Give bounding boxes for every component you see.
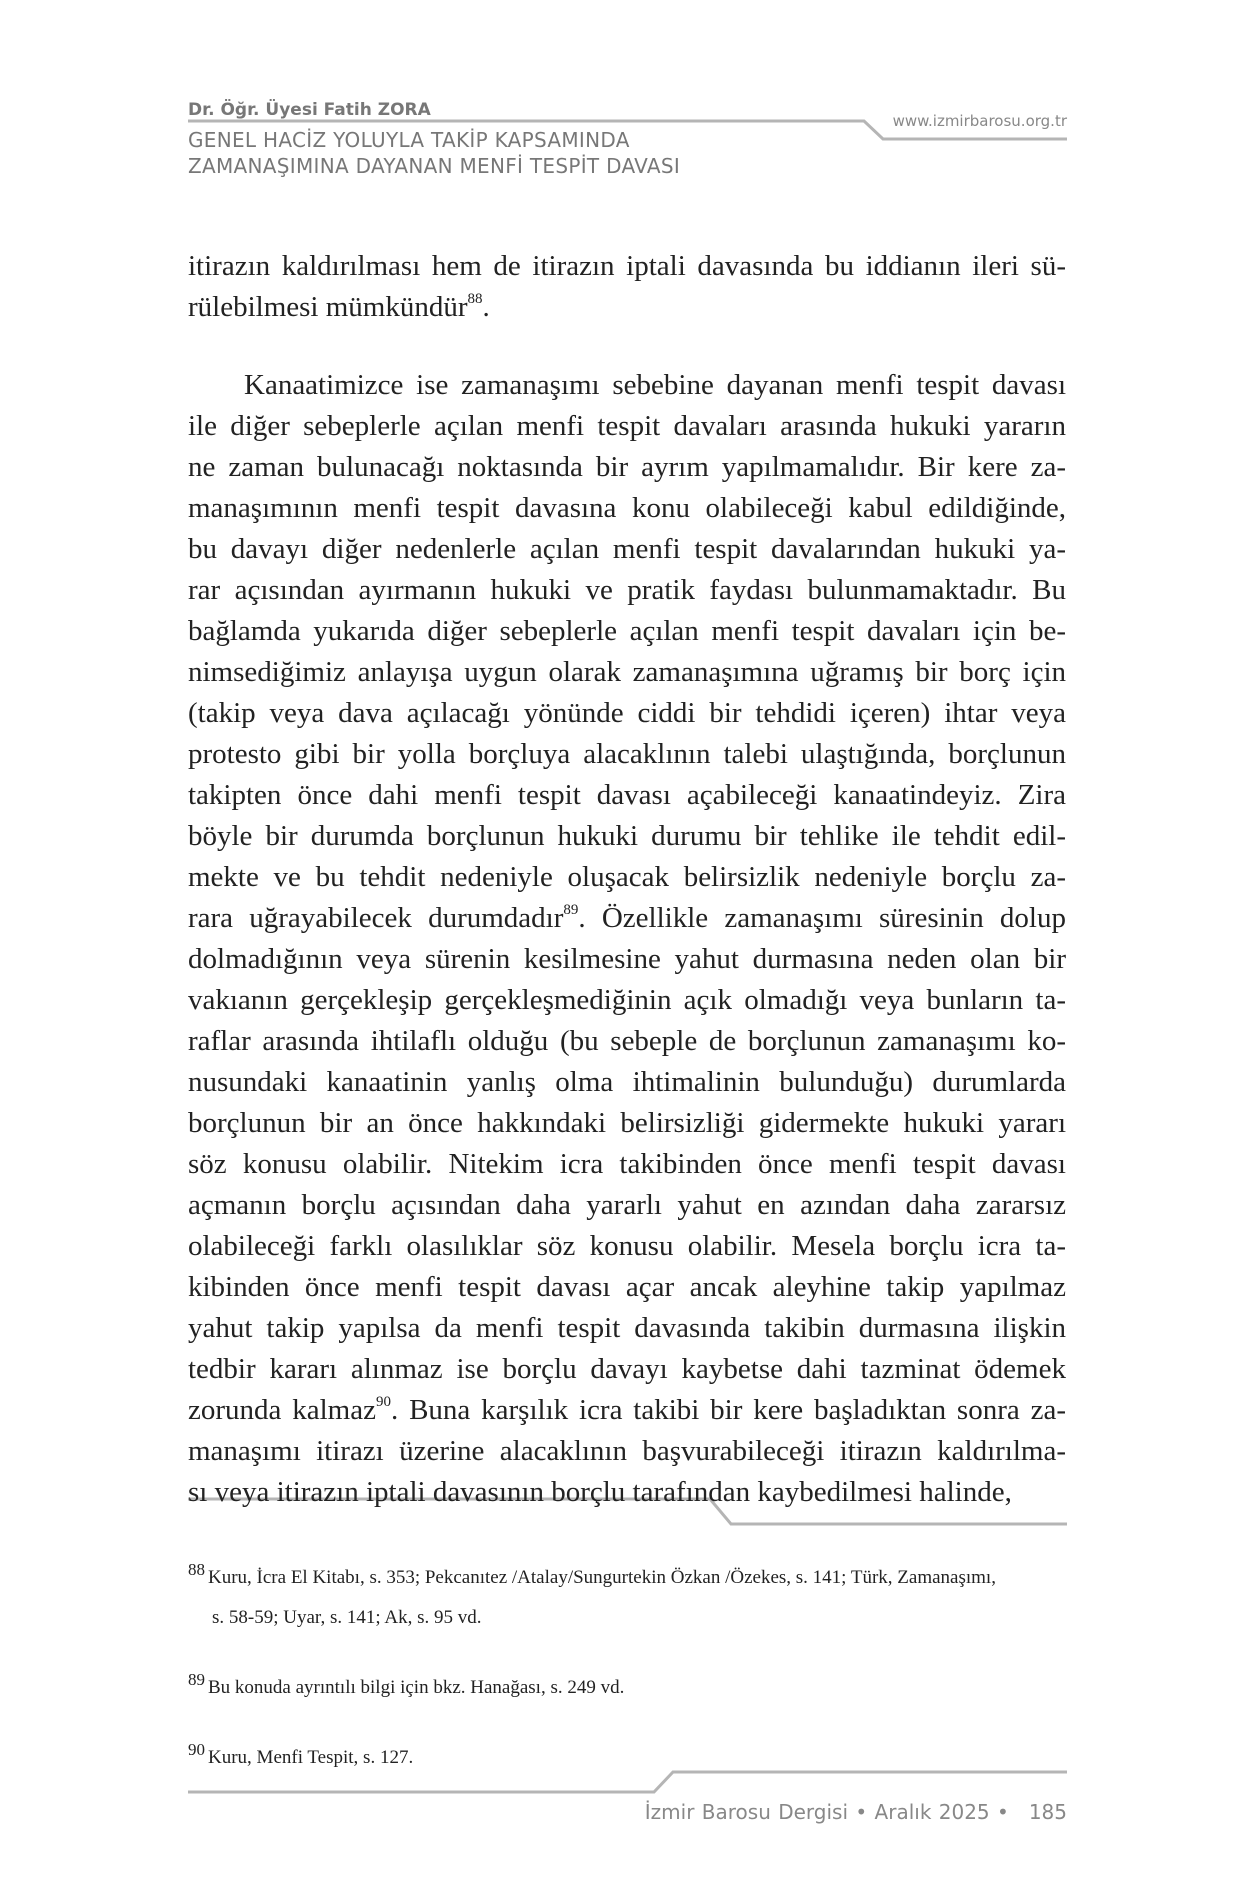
text-line (188, 1472, 1066, 1513)
line-text: rülebilmesi mümkündür (188, 291, 468, 323)
line-text: böyle bir durumda borçlunun hukuki durumu bir tehlike ile tehdit edil- (188, 820, 1066, 852)
text-line (188, 857, 1066, 898)
line-text: protesto gibi bir yolla borçluya alacaklının talebi ulaştığında, borçlunun (188, 738, 1066, 770)
text-line (188, 1308, 1066, 1349)
header-title-line-2: ZAMANAŞIMINA DAYANAN MENFİ TESPİT DAVASI (188, 154, 681, 178)
line-text: bu davayı diğer nedenlerle açılan menfi tespit davalarından hukuki ya- (188, 533, 1066, 565)
text-line (188, 1144, 1066, 1185)
line-text: sı veya itirazın iptali davasının borçlu tarafından kaybedilmesi halinde, (188, 1476, 1012, 1508)
footnote-number: 90 (188, 1740, 205, 1759)
line-text: manaşımı itirazı üzerine alacaklının başvurabileceği itirazın kaldırılma- (188, 1435, 1066, 1467)
footnote-line (188, 1550, 1066, 1598)
text-line (188, 1062, 1066, 1103)
line-text: nusundaki kanaatinin yanlış olma ihtimalinin bulunduğu) durumlarda (188, 1066, 1066, 1098)
text-line (188, 1185, 1066, 1226)
text-line (188, 1021, 1066, 1062)
line-text: bağlamda yukarıda diğer sebeplerle açılan menfi tespit davaları için be- (188, 615, 1066, 647)
text-line (188, 980, 1066, 1021)
line-text: nimsediğimiz anlayışa uygun olarak zamanaşımına uğramış bir borç için (188, 656, 1066, 688)
line-text: itirazın kaldırılması hem de itirazın iptali davasında bu iddianın ileri sü- (188, 250, 1066, 282)
line-text: ne zaman bulunacağı noktasında bir ayrım yapılmamalıdır. Bir kere za- (188, 451, 1066, 483)
line-text: kibinden önce menfi tespit davası açar ancak aleyhine takip yapılmaz (188, 1271, 1066, 1303)
line-text: mekte ve bu tehdit nedeniyle oluşacak belirsizlik nedeniyle borçlu za- (188, 861, 1066, 893)
paragraph-2 (188, 365, 1066, 1513)
line-text: rara uğrayabilecek durumdadır (188, 902, 564, 934)
line-text: zorunda kalmaz (188, 1394, 376, 1426)
footnote-ref: 88 (467, 291, 483, 307)
text-line (188, 1226, 1066, 1267)
text-line (188, 939, 1066, 980)
line-text: ile diğer sebeplerle açılan menfi tespit davaları arasında hukuki yararın (188, 410, 1066, 442)
footer-journal: İzmir Barosu Dergisi • Aralık 2025 • (644, 1800, 1009, 1824)
footnote-text: s. 58-59; Uyar, s. 141; Ak, s. 95 vd. (212, 1607, 482, 1628)
line-text-tail: . Buna karşılık icra takibi bir kere başladıktan sonra za- (390, 1394, 1066, 1426)
text-line (188, 365, 1066, 406)
line-text: raflar arasında ihtilaflı olduğu (bu sebeple de borçlunun zamanaşımı ko- (188, 1025, 1066, 1057)
text-line (188, 287, 1066, 328)
line-text: yahut takip yapılsa da menfi tespit davasında takibin durmasına ilişkin (188, 1312, 1066, 1344)
header-website: www.izmirbarosu.org.tr (892, 112, 1067, 130)
line-text-tail: . (482, 291, 490, 323)
line-text: (takip veya dava açılacağı yönünde ciddi bir tehdidi içeren) ihtar veya (188, 697, 1066, 729)
footnote-line (188, 1730, 1066, 1778)
text-line (188, 1431, 1066, 1472)
footnote-line (188, 1660, 1066, 1708)
page-footer (645, 1800, 1067, 1824)
text-line (188, 816, 1066, 857)
footnote-text: Kuru, Menfi Tespit, s. 127. (208, 1747, 414, 1768)
text-line (188, 406, 1066, 447)
text-line (188, 570, 1066, 611)
text-line (188, 447, 1066, 488)
page-number: 185 (1028, 1800, 1067, 1824)
text-line (188, 775, 1066, 816)
line-text: borçlunun bir an önce hakkındaki belirsizliği gidermekte hukuki yararı (188, 1107, 1066, 1139)
text-line (188, 734, 1066, 775)
header-title-line-1: GENEL HACİZ YOLUYLA TAKİP KAPSAMINDA (188, 128, 630, 152)
text-line (188, 693, 1066, 734)
footnote-text: Kuru, İcra El Kitabı, s. 353; Pekcanıtez /Atalay/Sungurtekin Özkan /Özekes, s. 141; Türk, Zamanaşımı, (208, 1567, 996, 1588)
text-line (188, 1103, 1066, 1144)
text-line (188, 1390, 1066, 1431)
line-text: dolmadığının veya sürenin kesilmesine yahut durmasına neden olan bir (188, 943, 1066, 975)
line-text: söz konusu olabilir. Nitekim icra takibinden önce menfi tespit davası (188, 1148, 1066, 1180)
paragraph-1 (188, 246, 1066, 328)
line-text: rar açısından ayırmanın hukuki ve pratik faydası bulunmamaktadır. Bu (188, 574, 1066, 606)
header-author: Dr. Öğr. Üyesi Fatih ZORA (188, 100, 431, 120)
footnote-ref: 89 (563, 902, 579, 918)
text-line (188, 529, 1066, 570)
line-text-tail: . Özellikle zamanaşımı süresinin dolup (578, 902, 1066, 934)
line-text: olabileceği farklı olasılıklar söz konusu olabilir. Mesela borçlu icra ta- (188, 1230, 1066, 1262)
text-line (188, 1349, 1066, 1390)
line-text: manaşımının menfi tespit davasına konu olabileceği kabul edildiğinde, (188, 492, 1066, 524)
text-line (188, 488, 1066, 529)
line-text: tedbir kararı alınmaz ise borçlu davayı kaybetse dahi tazminat ödemek (188, 1353, 1066, 1385)
footnote-number: 89 (188, 1670, 205, 1689)
text-line (188, 246, 1066, 287)
footnote-text: Bu konuda ayrıntılı bilgi için bkz. Hanağası, s. 249 vd. (208, 1677, 625, 1698)
text-line (188, 1267, 1066, 1308)
line-text: vakıanın gerçekleşip gerçekleşmediğinin açık olmadığı veya bunların ta- (188, 984, 1066, 1016)
text-line (188, 611, 1066, 652)
text-line (188, 652, 1066, 693)
footnote-line (188, 1598, 1066, 1638)
footnote-number: 88 (188, 1560, 205, 1579)
line-text: açmanın borçlu açısından daha yararlı yahut en azından daha zararsız (188, 1189, 1066, 1221)
line-text: takipten önce dahi menfi tespit davası açabileceği kanaatindeyiz. Zira (188, 779, 1066, 811)
footnote-ref: 90 (375, 1394, 391, 1410)
footnotes (188, 1550, 1066, 1778)
line-text: Kanaatimizce ise zamanaşımı sebebine dayanan menfi tespit davası (244, 369, 1066, 401)
text-line (188, 898, 1066, 939)
